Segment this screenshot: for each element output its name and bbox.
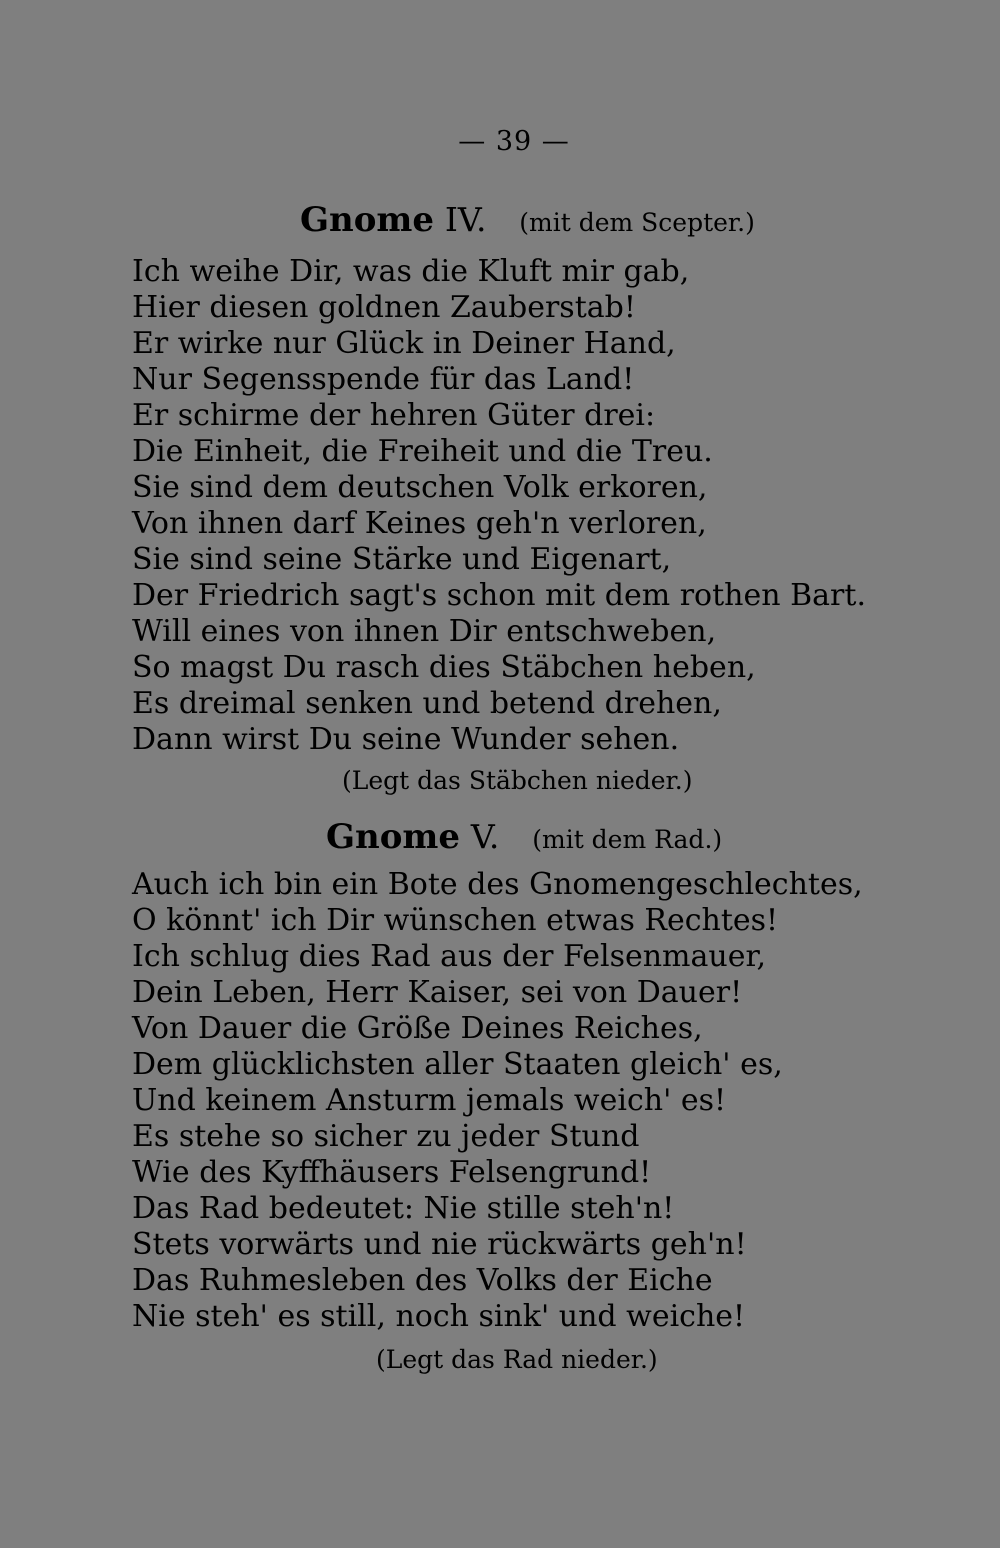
speaker-direction: (mit dem Scepter.) xyxy=(519,208,755,237)
verse-line: Auch ich bin ein Bote des Gnomengeschlechtes, xyxy=(132,867,863,902)
speaker-numeral: IV. xyxy=(444,200,487,239)
verse-line: So magst Du rasch dies Stäbchen heben, xyxy=(132,650,756,685)
verse-line: Das Rad bedeutet: Nie stille steh'n! xyxy=(132,1191,675,1226)
verse-line: Nur Segensspende für das Land! xyxy=(132,362,635,397)
verse-line: Der Friedrich sagt's schon mit dem rothen Bart. xyxy=(132,578,866,613)
verse-line: Dem glücklichsten aller Staaten gleich' es, xyxy=(132,1047,783,1082)
page-number: — 39 — xyxy=(458,126,570,157)
verse-line: Er wirke nur Glück in Deiner Hand, xyxy=(132,326,676,361)
verse-line: Es dreimal senken und betend drehen, xyxy=(132,686,722,721)
verse-line: Sie sind seine Stärke und Eigenart, xyxy=(132,542,672,577)
verse-line: Die Einheit, die Freiheit und die Treu. xyxy=(132,434,713,469)
verse-line: Nie steh' es still, noch sink' und weiche! xyxy=(132,1299,746,1334)
verse-line: Ich schlug dies Rad aus der Felsenmauer, xyxy=(132,939,767,974)
verse-line: Von ihnen darf Keines geh'n verloren, xyxy=(132,506,707,541)
verse-gnome-v xyxy=(132,867,863,1335)
verse-line: Von Dauer die Größe Deines Reiches, xyxy=(132,1011,703,1046)
speaker-direction: (mit dem Rad.) xyxy=(532,825,723,854)
speaker-name: Gnome xyxy=(300,200,435,240)
stage-direction: (Legt das Rad nieder.) xyxy=(376,1345,658,1374)
verse-line: Will eines von ihnen Dir entschweben, xyxy=(132,614,717,649)
speaker-heading-gnome-iv xyxy=(300,200,755,240)
verse-line: Dein Leben, Herr Kaiser, sei von Dauer! xyxy=(132,975,743,1010)
verse-line: Dann wirst Du seine Wunder sehen. xyxy=(132,722,680,757)
verse-line: Es stehe so sicher zu jeder Stund xyxy=(132,1119,640,1154)
speaker-heading-gnome-v xyxy=(326,817,722,857)
verse-gnome-iv xyxy=(132,254,866,758)
verse-line: Er schirme der hehren Güter drei: xyxy=(132,398,656,433)
verse-line: Wie des Kyffhäusers Felsengrund! xyxy=(132,1155,652,1190)
verse-line: Ich weihe Dir, was die Kluft mir gab, xyxy=(132,254,690,289)
verse-line: Und keinem Ansturm jemals weich' es! xyxy=(132,1083,727,1118)
verse-line: Sie sind dem deutschen Volk erkoren, xyxy=(132,470,708,505)
stage-direction: (Legt das Stäbchen nieder.) xyxy=(342,766,693,795)
verse-line: O könnt' ich Dir wünschen etwas Rechtes! xyxy=(132,903,779,938)
verse-line: Hier diesen goldnen Zauberstab! xyxy=(132,290,636,325)
verse-line: Stets vorwärts und nie rückwärts geh'n! xyxy=(132,1227,747,1262)
speaker-numeral: V. xyxy=(470,817,500,856)
verse-line: Das Ruhmesleben des Volks der Eiche xyxy=(132,1263,713,1298)
speaker-name: Gnome xyxy=(326,817,461,857)
